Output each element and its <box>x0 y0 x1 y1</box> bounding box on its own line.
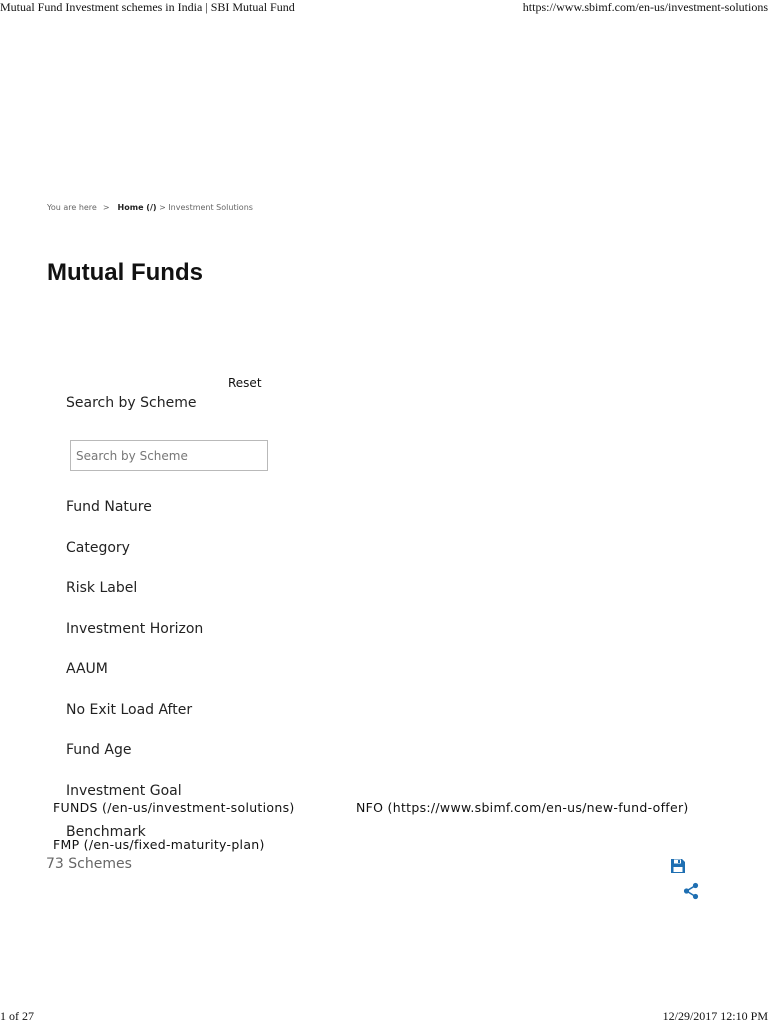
breadcrumb-current: > Investment Solutions <box>159 203 253 212</box>
breadcrumb-separator: > <box>102 203 110 212</box>
print-header-title: Mutual Fund Investment schemes in India | SBI Mutual Fund <box>0 0 295 14</box>
filter-aaum[interactable]: AAUM <box>66 661 108 677</box>
print-footer-page: 1 of 27 <box>0 1009 34 1023</box>
save-icon <box>669 857 687 875</box>
reset-button[interactable]: Reset <box>228 376 262 390</box>
filter-fund-nature[interactable]: Fund Nature <box>66 499 152 515</box>
filter-investment-goal[interactable]: Investment Goal <box>66 783 182 795</box>
filter-investment-goal-clipped <box>40 783 340 795</box>
scheme-count: 73 Schemes <box>46 856 132 872</box>
print-header-url: https://www.sbimf.com/en-us/investment-solutions <box>522 0 768 14</box>
filter-category[interactable]: Category <box>66 540 130 556</box>
search-by-scheme-heading: Search by Scheme <box>66 395 197 411</box>
breadcrumb <box>47 203 253 212</box>
filter-fund-age[interactable]: Fund Age <box>66 742 132 758</box>
save-button[interactable] <box>668 856 688 876</box>
nav-nfo-link[interactable]: NFO (https://www.sbimf.com/en-us/new-fund-offer) <box>356 800 689 815</box>
breadcrumb-home-link[interactable]: Home (/) <box>117 203 157 212</box>
filter-benchmark[interactable]: Benchmark <box>66 824 146 840</box>
filter-risk-label[interactable]: Risk Label <box>66 580 138 596</box>
filter-investment-horizon[interactable]: Investment Horizon <box>66 621 204 637</box>
share-icon <box>682 882 700 900</box>
print-footer-datetime: 12/29/2017 12:10 PM <box>662 1009 768 1023</box>
filter-no-exit-load-after[interactable]: No Exit Load After <box>66 702 193 718</box>
page-title: Mutual Funds <box>47 259 203 286</box>
nav-fmp-link[interactable]: FMP (/en-us/fixed-maturity-plan) <box>53 837 265 852</box>
breadcrumb-prefix: You are here <box>47 203 97 212</box>
scheme-search-input[interactable] <box>70 440 268 471</box>
share-button[interactable] <box>681 881 701 901</box>
nav-funds-link[interactable]: FUNDS (/en-us/investment-solutions) <box>53 800 295 815</box>
